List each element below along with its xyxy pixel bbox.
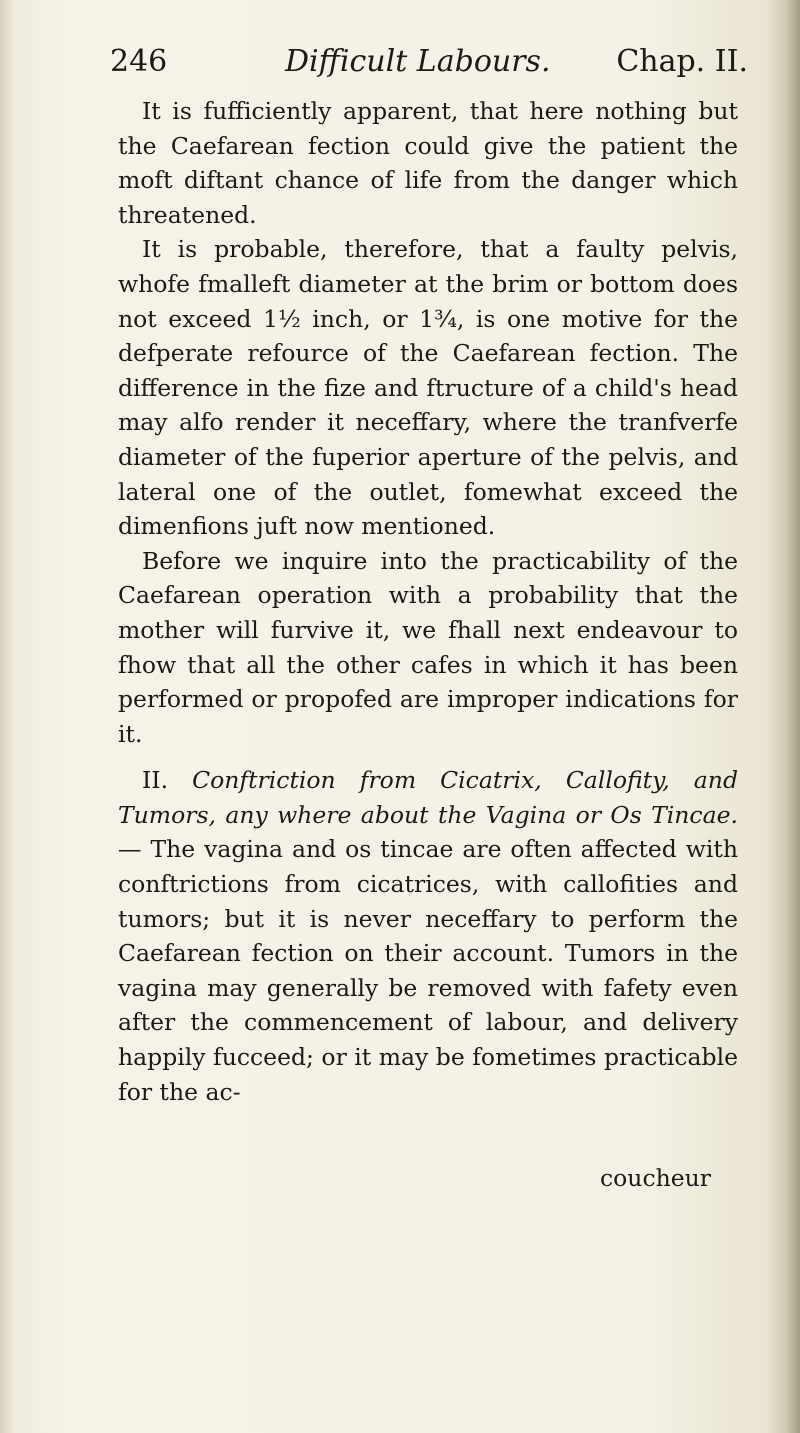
page-gutter-shadow bbox=[0, 0, 14, 1433]
page-edge-shadow bbox=[766, 0, 800, 1433]
paragraph-1: It is fufficiently apparent, that here nothing but the Caefarean fection could give the patient the moft diftant chance of life from the danger which threatened. bbox=[118, 97, 738, 229]
paragraph-2: It is probable, therefore, that a faulty pelvis, whofe fmalleft diameter at the brim or bottom does not exceed 1½ inch, or 1¾, is one motive for the defperate refource of the Caefarean fection. The difference in the fize and ftructure of a child's head may alfo render it neceffary, where the tranfverfe diameter of the fuperior aperture of the pelvis, and lateral one of the outlet, fomewhat exceed the dimenfions juft now mentioned. bbox=[118, 235, 738, 541]
paragraph-3: Before we inquire into the practicability of the Caefarean operation with a probability that the mother will furvive it, we fhall next endeavour to fhow that all the other cafes in which it has been performed or propofed are improper indications for it. bbox=[118, 546, 738, 748]
section-paragraph bbox=[118, 763, 738, 1109]
chapter-label: Chap. II. bbox=[616, 44, 748, 79]
page-header bbox=[110, 44, 750, 88]
section-text: The vagina and os tincae are often affected with conftrictions from cicatrices, with callofities and tumors; but it is never neceffary to perform the Caefarean fection on their account. Tumors in the vagina may generally be removed with fafety even after the commencement of labour, and delivery happily fucceed; or it may be fometimes practicable for the ac- bbox=[118, 835, 738, 1106]
section-dash: — bbox=[118, 835, 142, 864]
catchword: coucheur bbox=[600, 1164, 712, 1192]
section-title: Conftriction from Cicatrix, Callofity, and Tumors, any where about the Vagina or Os Tincae. bbox=[118, 766, 738, 829]
running-title: Difficult Labours. bbox=[285, 44, 551, 79]
page-number: 246 bbox=[110, 44, 168, 79]
body-text bbox=[118, 94, 738, 1109]
section-numeral: II. bbox=[142, 766, 169, 795]
